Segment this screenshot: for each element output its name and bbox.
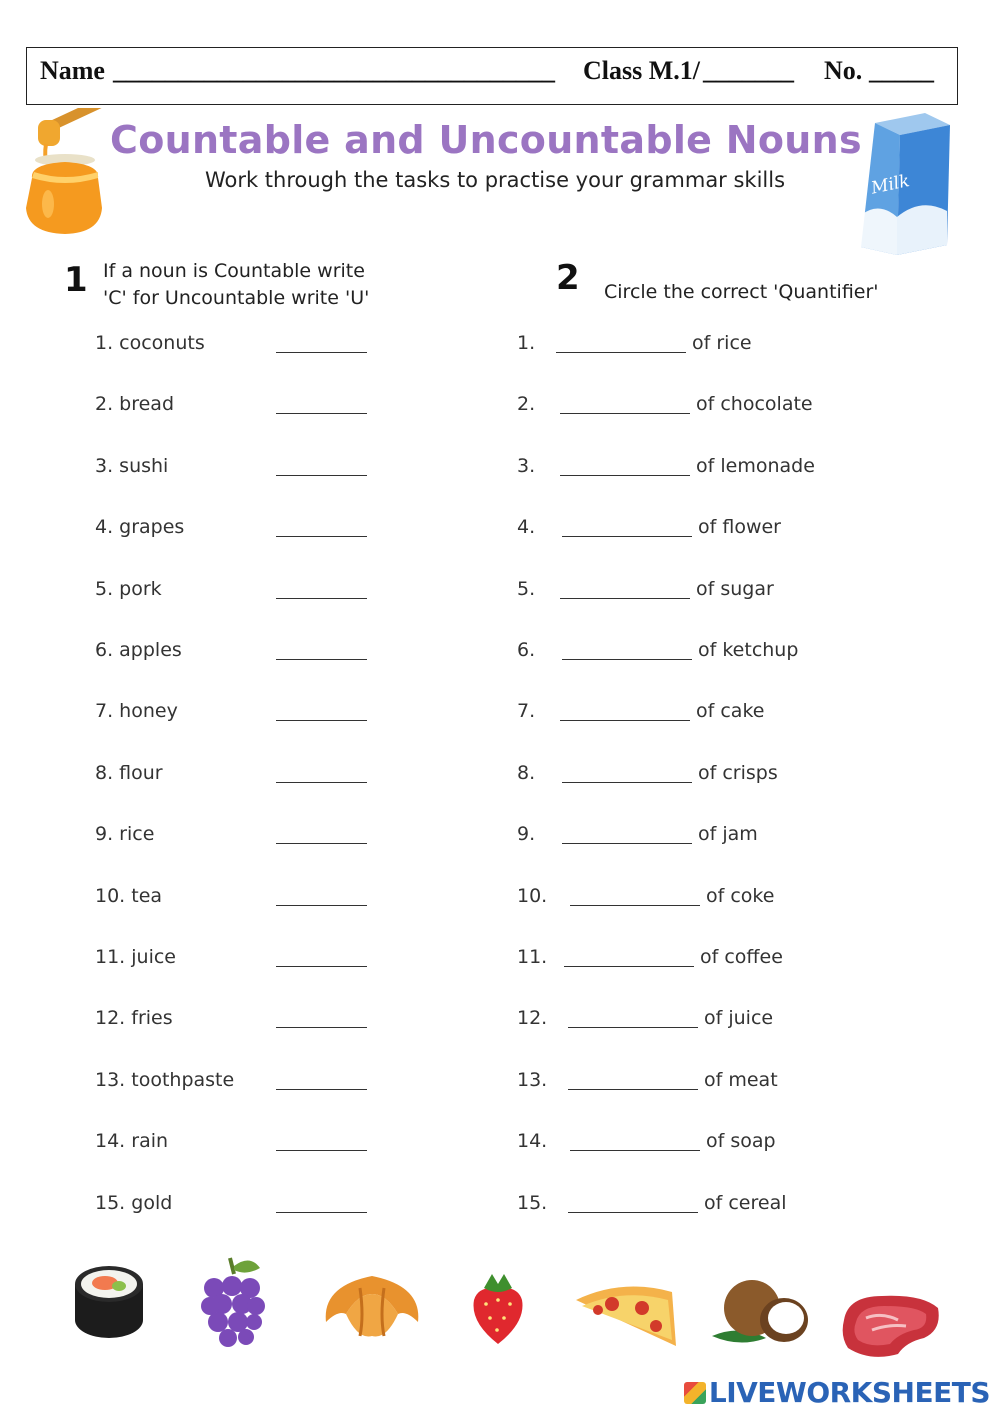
noun-item: 6. apples (95, 639, 182, 661)
noun-item: 4. grapes (95, 516, 185, 538)
answer-blank[interactable] (276, 720, 367, 721)
quantifier-item-text: of crisps (698, 762, 778, 784)
answer-blank[interactable] (276, 598, 367, 599)
noun-item: 10. tea (95, 885, 163, 907)
name-label: Name (40, 56, 105, 85)
brand-icon (684, 1382, 706, 1404)
quantifier-blank[interactable] (556, 352, 686, 353)
noun-item: 15. gold (95, 1192, 173, 1214)
quantifier-item-text: of cereal (704, 1192, 787, 1214)
quantifier-item-number: 11. (517, 946, 548, 968)
noun-item: 2. bread (95, 393, 175, 415)
quantifier-item-number: 12. (517, 1007, 548, 1029)
worksheet-subtitle: Work through the tasks to practise your grammar skills (204, 168, 786, 192)
sushi-icon (72, 1262, 147, 1342)
section-1-number: 1 (64, 260, 88, 300)
answer-blank[interactable] (276, 843, 367, 844)
quantifier-item-number: 3. (517, 455, 536, 477)
quantifier-item-text: of rice (692, 332, 752, 354)
quantifier-item-text: of coffee (700, 946, 783, 968)
answer-blank[interactable] (276, 782, 367, 783)
quantifier-blank[interactable] (570, 905, 700, 906)
noun-item: 8. flour (95, 762, 163, 784)
answer-blank[interactable] (276, 1089, 367, 1090)
answer-blank[interactable] (276, 966, 367, 967)
answer-blank[interactable] (276, 1027, 367, 1028)
quantifier-item-text: of soap (706, 1130, 776, 1152)
noun-item: 13. toothpaste (95, 1069, 235, 1091)
noun-item: 7. honey (95, 700, 178, 722)
grapes-icon (200, 1254, 266, 1352)
coconut-icon (710, 1278, 810, 1348)
noun-item: 14. rain (95, 1130, 169, 1152)
name-field[interactable]: __________________________________ (113, 56, 555, 85)
brand-logo (684, 1376, 990, 1409)
quantifier-item-number: 9. (517, 823, 536, 845)
quantifier-blank[interactable] (562, 782, 692, 783)
quantifier-item-text: of lemonade (696, 455, 815, 477)
quantifier-item-text: of jam (698, 823, 758, 845)
honey-jar-icon (20, 108, 110, 238)
quantifier-item-text: of sugar (696, 578, 774, 600)
strawberry-icon (468, 1270, 528, 1348)
number-label: No. (824, 56, 863, 85)
class-field[interactable]: _______ (703, 56, 794, 85)
noun-item: 9. rice (95, 823, 155, 845)
noun-item: 5. pork (95, 578, 162, 600)
milk-carton-icon (855, 105, 955, 260)
quantifier-blank[interactable] (560, 598, 690, 599)
croissant-icon (320, 1266, 424, 1342)
quantifier-blank[interactable] (560, 720, 690, 721)
section-2-number: 2 (556, 258, 580, 298)
quantifier-item-number: 6. (517, 639, 536, 661)
quantifier-blank[interactable] (560, 475, 690, 476)
answer-blank[interactable] (276, 413, 367, 414)
answer-blank[interactable] (276, 905, 367, 906)
quantifier-item-text: of cake (696, 700, 765, 722)
section-2-instruction: Circle the correct 'Quantifier' (604, 281, 879, 303)
quantifier-item-number: 4. (517, 516, 536, 538)
worksheet-title: Countable and Uncountable Nouns (110, 118, 862, 162)
noun-item: 11. juice (95, 946, 176, 968)
brand-name: LIVEWORKSHEETS (708, 1376, 990, 1409)
quantifier-blank[interactable] (562, 659, 692, 660)
answer-blank[interactable] (276, 352, 367, 353)
quantifier-blank[interactable] (568, 1089, 698, 1090)
quantifier-item-number: 2. (517, 393, 536, 415)
quantifier-blank[interactable] (568, 1212, 698, 1213)
quantifier-blank[interactable] (568, 1027, 698, 1028)
number-field[interactable]: _____ (869, 56, 934, 85)
answer-blank[interactable] (276, 1150, 367, 1151)
quantifier-item-text: of coke (706, 885, 775, 907)
answer-blank[interactable] (276, 536, 367, 537)
noun-item: 12. fries (95, 1007, 173, 1029)
answer-blank[interactable] (276, 1212, 367, 1213)
class-label: Class M.1/ (583, 56, 700, 85)
quantifier-item-text: of meat (704, 1069, 778, 1091)
section-1-instruction-line-2: 'C' for Uncountable write 'U' (103, 287, 370, 309)
milk-label: Milk (869, 171, 912, 199)
answer-blank[interactable] (276, 659, 367, 660)
noun-item: 1. coconuts (95, 332, 205, 354)
quantifier-blank[interactable] (562, 843, 692, 844)
quantifier-item-text: of chocolate (696, 393, 813, 415)
student-info-box (26, 47, 958, 105)
quantifier-item-number: 1. (517, 332, 536, 354)
quantifier-blank[interactable] (560, 413, 690, 414)
quantifier-item-number: 14. (517, 1130, 548, 1152)
quantifier-item-number: 10. (517, 885, 548, 907)
quantifier-item-number: 15. (517, 1192, 548, 1214)
quantifier-blank[interactable] (564, 966, 694, 967)
quantifier-item-text: of juice (704, 1007, 774, 1029)
quantifier-item-text: of flower (698, 516, 781, 538)
pizza-icon (572, 1280, 680, 1350)
section-1-instruction (103, 258, 369, 312)
answer-blank[interactable] (276, 475, 367, 476)
quantifier-item-number: 8. (517, 762, 536, 784)
section-1-instruction-line-1: If a noun is Countable write (103, 260, 365, 282)
quantifier-item-number: 7. (517, 700, 536, 722)
noun-item: 3. sushi (95, 455, 169, 477)
quantifier-item-text: of ketchup (698, 639, 799, 661)
quantifier-item-number: 5. (517, 578, 536, 600)
quantifier-item-number: 13. (517, 1069, 548, 1091)
steak-icon (836, 1290, 944, 1360)
quantifier-blank[interactable] (570, 1150, 700, 1151)
quantifier-blank[interactable] (562, 536, 692, 537)
